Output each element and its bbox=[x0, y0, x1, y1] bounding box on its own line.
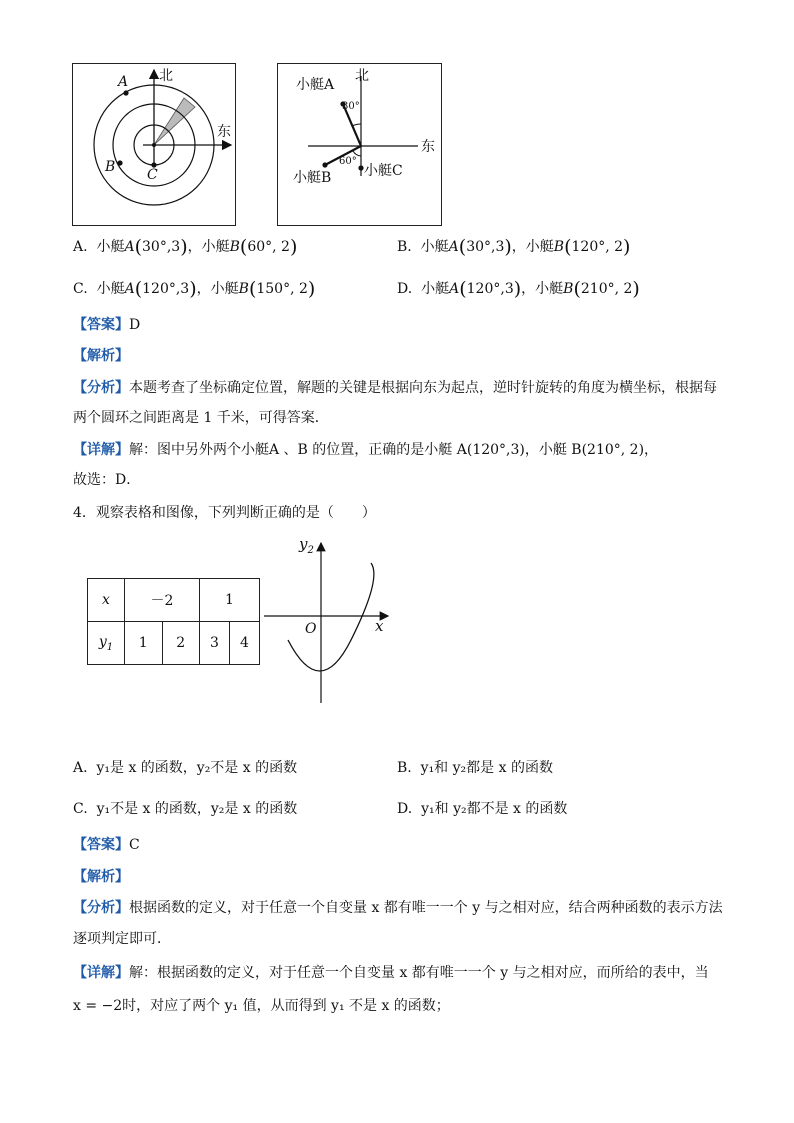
q4-option-a[interactable]: A. y₁是 x 的函数，y₂不是 x 的函数 bbox=[73, 760, 298, 776]
circles-east-label: 东 bbox=[217, 124, 231, 140]
circles-north-label: 北 bbox=[159, 68, 173, 84]
q4-option-d[interactable]: D. y₁和 y₂都不是 x 的函数 bbox=[397, 801, 568, 817]
q4-answer: 【答案】C bbox=[73, 837, 140, 853]
q3-option-c[interactable]: C. 小艇A(120°,3)，小艇B(150°, 2) bbox=[73, 278, 316, 300]
table-cell: 1 bbox=[200, 579, 260, 622]
point-a bbox=[123, 90, 128, 95]
bearings-east-label: 东 bbox=[421, 139, 435, 155]
figure-bearings bbox=[277, 63, 442, 226]
circles-diagram bbox=[73, 64, 235, 225]
arc-30 bbox=[352, 124, 361, 126]
q3-option-d[interactable]: D. 小艇A(120°,3)，小艇B(210°, 2) bbox=[397, 278, 640, 300]
graph-y-label: $y_2$ bbox=[299, 535, 314, 556]
table-head-x: x bbox=[88, 579, 125, 622]
boat-b-label: 小艇B bbox=[293, 170, 332, 186]
q4-analysis-heading: 【解析】 bbox=[73, 869, 129, 885]
graph-origin-label: O bbox=[305, 621, 317, 637]
q4-stem: 4．观察表格和图像，下列判断正确的是（ ） bbox=[73, 505, 376, 521]
angle-30-label: 30° bbox=[342, 101, 360, 112]
q3-fenxi-2: 两个圆环之间距离是 1 千米，可得答案． bbox=[73, 410, 329, 426]
table-row bbox=[88, 579, 260, 622]
q4-fenxi-2: 逐项判定即可． bbox=[73, 931, 171, 947]
table-cell: 2 bbox=[162, 622, 200, 665]
q3-xiangjie: 【详解】解：图中另外两个小艇A 、B 的位置，正确的是小艇 A(120°,3)，小艇 B(210°, 2)， bbox=[73, 442, 659, 458]
q4-xiangjie-1: 【详解】解：根据函数的定义，对于任意一个自变量 x 都有唯一一个 y 与之相对应，而所给的表中，当 bbox=[73, 965, 709, 981]
q4-xiangjie-2: x = −2时，对应了两个 y₁ 值，从而得到 y₁ 不是 x 的函数； bbox=[73, 998, 450, 1014]
table-cell: 1 bbox=[125, 622, 163, 665]
table-cell: －2 bbox=[125, 579, 200, 622]
q3-analysis-heading: 【解析】 bbox=[73, 348, 129, 364]
q4-option-b[interactable]: B. y₁和 y₂都是 x 的函数 bbox=[397, 760, 553, 776]
angle-60-label: 60° bbox=[339, 156, 357, 167]
graph-x-label: x bbox=[375, 617, 384, 635]
parabola-curve bbox=[288, 563, 374, 671]
circles-label-c: C bbox=[147, 167, 158, 183]
table-cell: 4 bbox=[230, 622, 260, 665]
q3-choose: 故选：D． bbox=[73, 472, 141, 488]
q4-value-table bbox=[87, 578, 260, 665]
q3-answer: 【答案】D bbox=[73, 317, 141, 333]
boat-c-point bbox=[358, 165, 363, 170]
table-head-y1: $y_1$ bbox=[88, 622, 125, 665]
circles-label-a: A bbox=[118, 74, 129, 90]
table-cell: 3 bbox=[200, 622, 230, 665]
figure-circles bbox=[72, 63, 236, 226]
q4-fenxi-1: 【分析】根据函数的定义，对于任意一个自变量 x 都有唯一一个 y 与之相对应，结合两种函数的表示方法 bbox=[73, 900, 723, 916]
circles-label-b: B bbox=[105, 159, 116, 175]
q3-option-b[interactable]: B. 小艇A(30°,3)，小艇B(120°, 2) bbox=[397, 236, 631, 258]
q3-fenxi-1: 【分析】本题考查了坐标确定位置，解题的关键是根据向东为起点，逆时针旋转的角度为横坐标，根据每 bbox=[73, 380, 717, 396]
q4-option-c[interactable]: C. y₁不是 x 的函数，y₂是 x 的函数 bbox=[73, 801, 298, 817]
point-b bbox=[117, 160, 122, 165]
table-row bbox=[88, 622, 260, 665]
q3-option-a[interactable]: A. 小艇A(30°,3)，小艇B(60°, 2) bbox=[73, 236, 298, 258]
boat-a-label: 小艇A bbox=[296, 77, 335, 93]
bearings-north-label: 北 bbox=[355, 68, 369, 84]
boat-c-label: 小艇C bbox=[364, 163, 403, 179]
